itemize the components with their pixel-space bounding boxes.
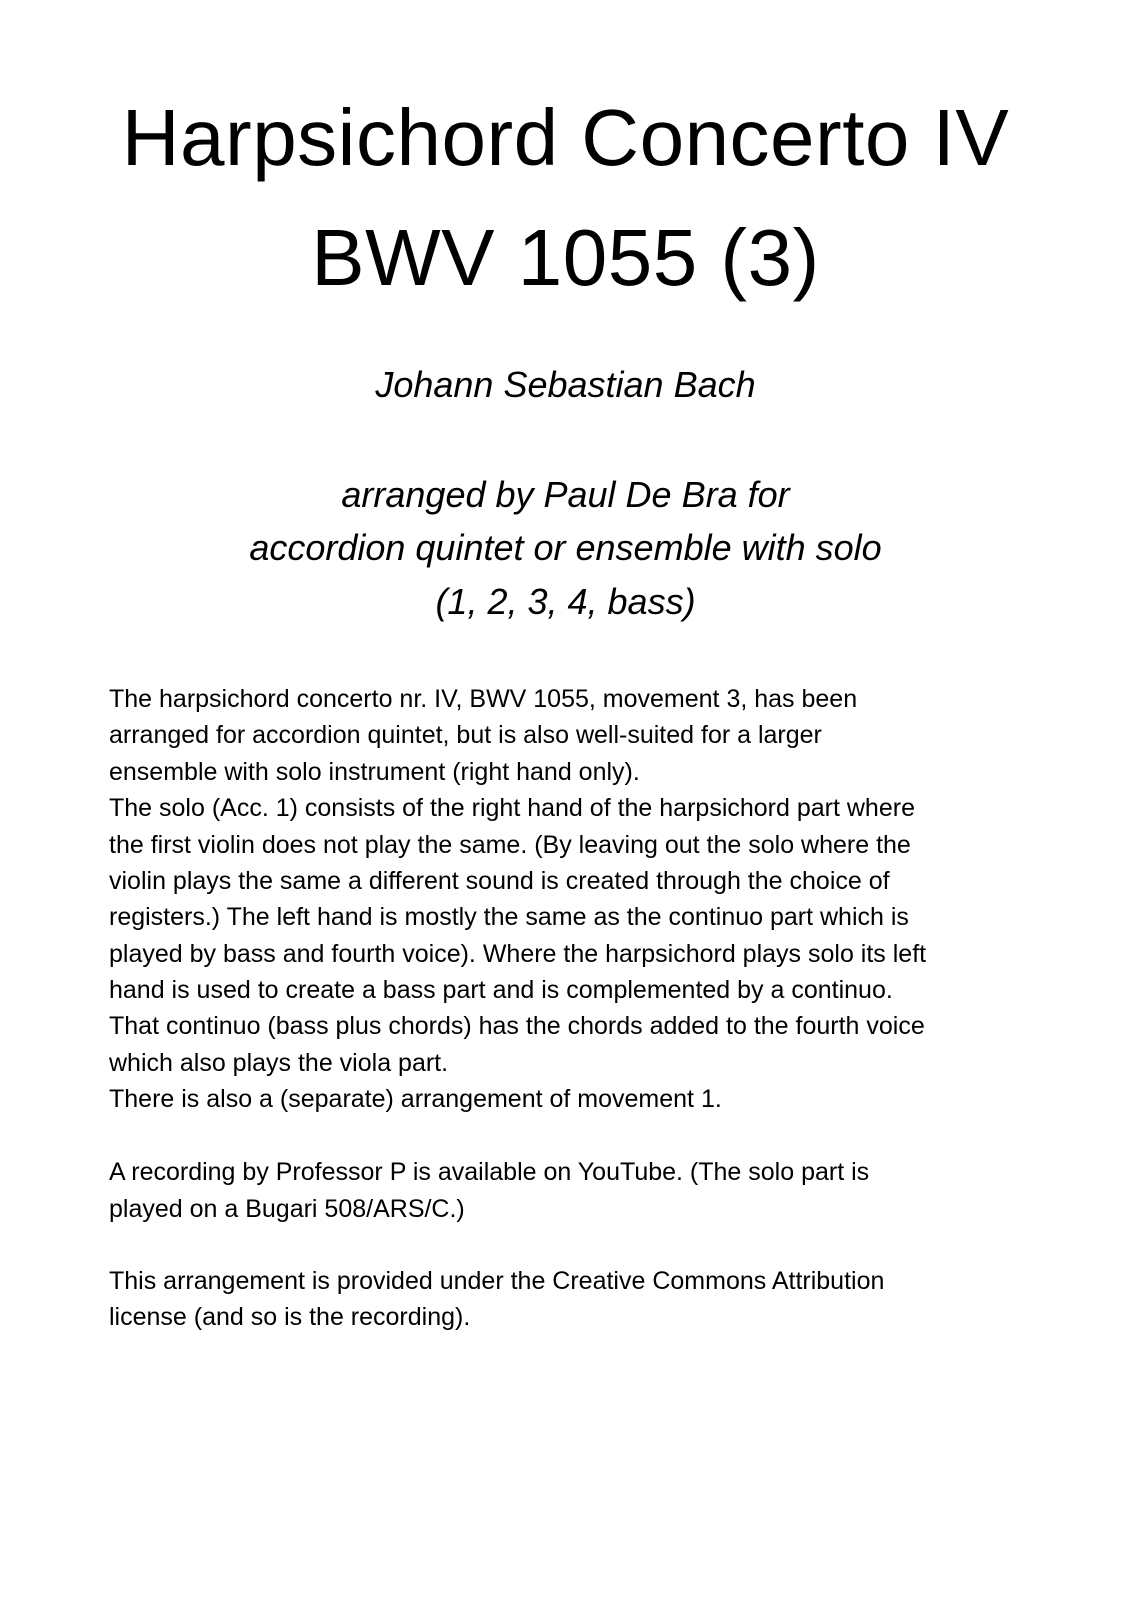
instrumentation: accordion quintet or ensemble with solo bbox=[249, 527, 882, 568]
description-line: There is also a (separate) arrangement of movement 1. bbox=[109, 1085, 722, 1113]
license-note-line: This arrangement is provided under the Creative Commons Attribution bbox=[109, 1267, 885, 1295]
description-line: That continuo (bass plus chords) has the chords added to the fourth voice bbox=[109, 1012, 925, 1040]
description-line: registers.) The left hand is mostly the same as the continuo part which is bbox=[109, 903, 909, 931]
arrangement-credit: arranged by Paul De Bra for bbox=[341, 474, 790, 515]
description-line: the first violin does not play the same. (By leaving out the solo where the bbox=[109, 831, 911, 859]
license-note-line: license (and so is the recording). bbox=[109, 1303, 471, 1331]
description-line: arranged for accordion quintet, but is also well-suited for a larger bbox=[109, 721, 822, 749]
description-line: The solo (Acc. 1) consists of the right hand of the harpsichord part where bbox=[109, 794, 915, 822]
catalogue-number: BWV 1055 (3) bbox=[311, 213, 820, 302]
description-line: ensemble with solo instrument (right hand only). bbox=[109, 758, 640, 786]
description-line: played by bass and fourth voice). Where the harpsichord plays solo its left bbox=[109, 940, 927, 968]
description-line: violin plays the same a different sound is created through the choice of bbox=[109, 867, 890, 895]
composer-name: Johann Sebastian Bach bbox=[375, 364, 756, 405]
recording-note-line: played on a Bugari 508/ARS/C.) bbox=[109, 1195, 465, 1223]
description-line: which also plays the viola part. bbox=[109, 1049, 449, 1077]
recording-note-line: A recording by Professor P is available on YouTube. (The solo part is bbox=[109, 1158, 870, 1186]
page-title: Harpsichord Concerto IV bbox=[121, 93, 1010, 182]
voice-list: (1, 2, 3, 4, bass) bbox=[435, 581, 696, 622]
description-line: hand is used to create a bass part and is complemented by a continuo. bbox=[109, 976, 893, 1004]
description-line: The harpsichord concerto nr. IV, BWV 1055, movement 3, has been bbox=[109, 685, 858, 713]
